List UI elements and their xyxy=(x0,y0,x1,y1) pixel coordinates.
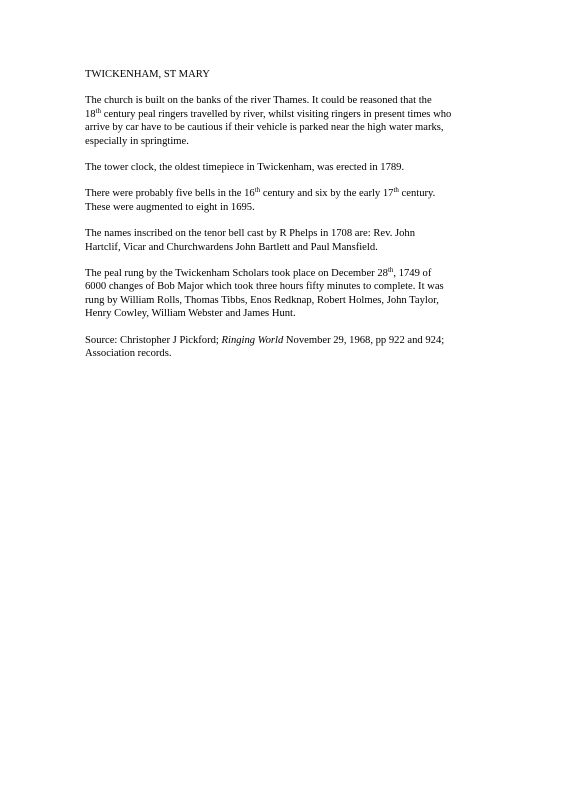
superscript: th xyxy=(393,186,399,195)
text-line: rung by William Rolls, Thomas Tibbs, Enos Redknap, Robert Holmes, John Taylor, xyxy=(85,294,439,306)
text-line: arrive by car have to be cautious if their vehicle is parked near the high water marks, xyxy=(85,122,444,134)
paragraph-clock xyxy=(85,161,485,174)
text-fragment: , 1749 of xyxy=(393,268,432,280)
text-line: Hartclif, Vicar and Churchwardens John Bartlett and Paul Mansfield. xyxy=(85,241,378,253)
superscript: th xyxy=(95,106,102,115)
text-fragment: There were probably five bells in the 16 xyxy=(85,188,255,200)
text-line: The names inscribed on the tenor bell cast by R Phelps in 1708 are: Rev. John xyxy=(85,228,416,240)
text-fragment: century. xyxy=(398,188,436,200)
superscript: th xyxy=(387,266,394,275)
text-fragment: 18 xyxy=(85,108,96,120)
publication-title: Ringing World xyxy=(221,334,284,346)
text-line: 6000 changes of Bob Major which took three hours fifty minutes to complete. It was xyxy=(85,281,444,293)
paragraph-bells xyxy=(85,187,485,214)
text-fragment: century peal ringers travelled by river, whilst visiting ringers in present times who xyxy=(101,108,452,120)
paragraph-river xyxy=(85,94,485,148)
text-fragment: November 29, 1968, pp 922 and 924; xyxy=(283,334,445,346)
text-line: The tower clock, the oldest timepiece in Twickenham, was erected in 1789. xyxy=(85,162,405,174)
document-title: TWICKENHAM, ST MARY xyxy=(85,69,210,80)
text-fragment: The peal rung by the Twickenham Scholars took place on December 28 xyxy=(85,268,388,280)
text-line: The church is built on the banks of the river Thames. It could be reasoned that the xyxy=(85,95,432,107)
paragraph-peal xyxy=(85,267,485,321)
document-page xyxy=(85,68,485,374)
text-fragment: Source: Christopher J Pickford; xyxy=(85,334,222,346)
paragraph-source xyxy=(85,334,485,361)
text-fragment: century and six by the early 17 xyxy=(260,188,394,200)
text-line: These were augmented to eight in 1695. xyxy=(85,201,255,213)
superscript: th xyxy=(254,186,261,195)
text-line: Association records. xyxy=(85,348,172,360)
text-line: Henry Cowley, William Webster and James Hunt. xyxy=(85,308,296,320)
text-line: especially in springtime. xyxy=(85,135,189,147)
paragraph-tenor-bell xyxy=(85,227,485,254)
